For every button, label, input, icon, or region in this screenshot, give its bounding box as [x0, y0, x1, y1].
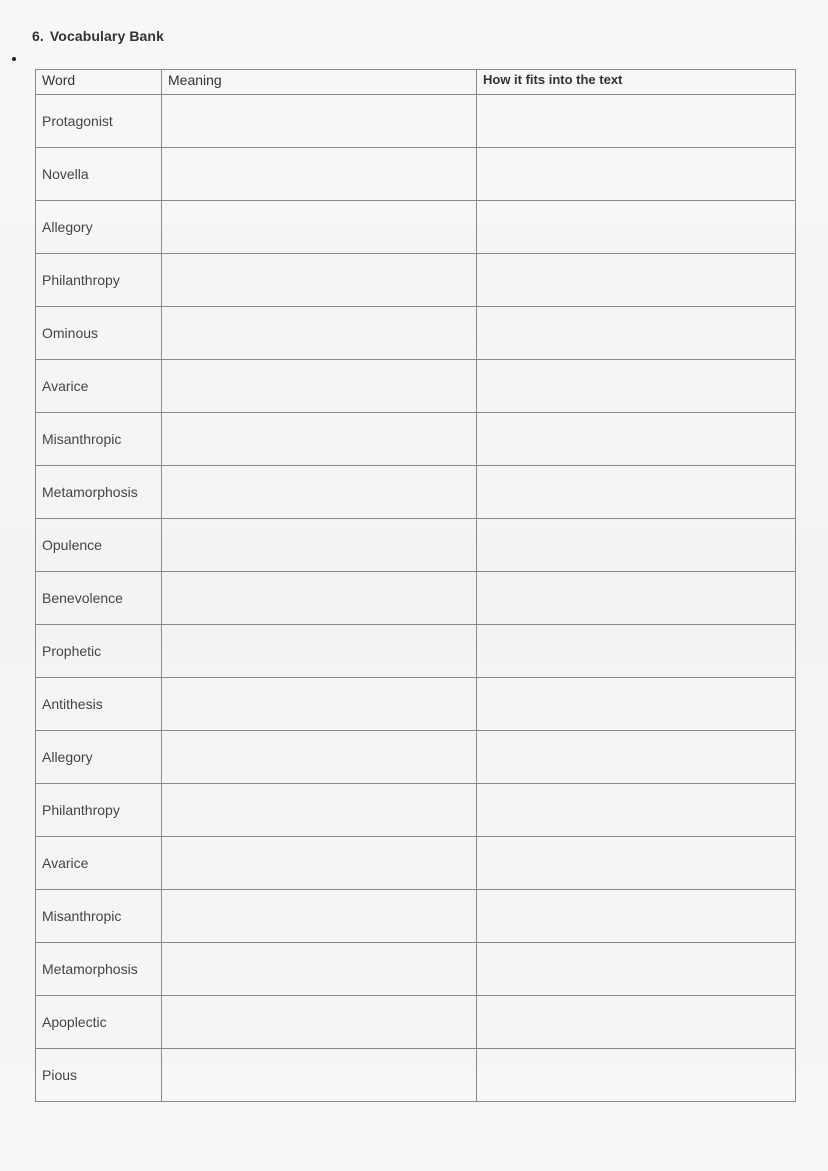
column-header-meaning: Meaning [162, 70, 477, 95]
table-row [36, 519, 796, 572]
meaning-cell[interactable] [162, 148, 477, 201]
table-row [36, 572, 796, 625]
meaning-cell[interactable] [162, 996, 477, 1049]
margin-dot [12, 57, 16, 61]
vocab-word-cell: Allegory [36, 731, 162, 784]
table-row [36, 1049, 796, 1102]
how-it-fits-cell[interactable] [477, 996, 796, 1049]
vocab-word-cell: Avarice [36, 360, 162, 413]
column-header-word: Word [36, 70, 162, 95]
how-it-fits-cell[interactable] [477, 466, 796, 519]
meaning-cell[interactable] [162, 625, 477, 678]
how-it-fits-cell[interactable] [477, 678, 796, 731]
table-row [36, 784, 796, 837]
vocab-word-cell: Benevolence [36, 572, 162, 625]
how-it-fits-cell[interactable] [477, 201, 796, 254]
table-row [36, 201, 796, 254]
how-it-fits-cell[interactable] [477, 731, 796, 784]
meaning-cell[interactable] [162, 307, 477, 360]
table-row [36, 837, 796, 890]
vocab-word-cell: Ominous [36, 307, 162, 360]
vocab-word-cell: Philanthropy [36, 784, 162, 837]
how-it-fits-cell[interactable] [477, 784, 796, 837]
meaning-cell[interactable] [162, 890, 477, 943]
vocab-word-cell: Metamorphosis [36, 466, 162, 519]
table-row [36, 360, 796, 413]
how-it-fits-cell[interactable] [477, 890, 796, 943]
vocab-word-cell: Antithesis [36, 678, 162, 731]
table-row [36, 943, 796, 996]
vocab-word-cell: Pious [36, 1049, 162, 1102]
meaning-cell[interactable] [162, 731, 477, 784]
table-row [36, 731, 796, 784]
table-header-row [36, 70, 796, 95]
meaning-cell[interactable] [162, 784, 477, 837]
vocab-word-cell: Metamorphosis [36, 943, 162, 996]
vocab-word-cell: Prophetic [36, 625, 162, 678]
table-row [36, 678, 796, 731]
table-row [36, 996, 796, 1049]
vocab-word-cell: Misanthropic [36, 413, 162, 466]
how-it-fits-cell[interactable] [477, 625, 796, 678]
how-it-fits-cell[interactable] [477, 307, 796, 360]
vocab-word-cell: Protagonist [36, 95, 162, 148]
meaning-cell[interactable] [162, 678, 477, 731]
meaning-cell[interactable] [162, 413, 477, 466]
vocab-word-cell: Novella [36, 148, 162, 201]
section-number: 6. [32, 28, 44, 44]
table-row [36, 413, 796, 466]
vocab-word-cell: Misanthropic [36, 890, 162, 943]
vocabulary-table [35, 69, 796, 1102]
vocab-word-cell: Opulence [36, 519, 162, 572]
how-it-fits-cell[interactable] [477, 413, 796, 466]
column-header-how-it-fits: How it fits into the text [477, 70, 796, 95]
table-row [36, 890, 796, 943]
how-it-fits-cell[interactable] [477, 572, 796, 625]
meaning-cell[interactable] [162, 837, 477, 890]
how-it-fits-cell[interactable] [477, 519, 796, 572]
vocabulary-table-body [36, 95, 796, 1102]
table-row [36, 625, 796, 678]
vocab-word-cell: Philanthropy [36, 254, 162, 307]
meaning-cell[interactable] [162, 1049, 477, 1102]
vocab-word-cell: Apoplectic [36, 996, 162, 1049]
meaning-cell[interactable] [162, 360, 477, 413]
meaning-cell[interactable] [162, 95, 477, 148]
section-heading [32, 28, 164, 44]
how-it-fits-cell[interactable] [477, 148, 796, 201]
meaning-cell[interactable] [162, 466, 477, 519]
meaning-cell[interactable] [162, 201, 477, 254]
how-it-fits-cell[interactable] [477, 360, 796, 413]
table-row [36, 307, 796, 360]
table-row [36, 466, 796, 519]
how-it-fits-cell[interactable] [477, 95, 796, 148]
section-title: Vocabulary Bank [49, 28, 164, 44]
vocab-word-cell: Avarice [36, 837, 162, 890]
how-it-fits-cell[interactable] [477, 1049, 796, 1102]
how-it-fits-cell[interactable] [477, 254, 796, 307]
table-row [36, 95, 796, 148]
how-it-fits-cell[interactable] [477, 943, 796, 996]
vocab-word-cell: Allegory [36, 201, 162, 254]
meaning-cell[interactable] [162, 572, 477, 625]
table-row [36, 254, 796, 307]
meaning-cell[interactable] [162, 519, 477, 572]
how-it-fits-cell[interactable] [477, 837, 796, 890]
meaning-cell[interactable] [162, 254, 477, 307]
table-row [36, 148, 796, 201]
meaning-cell[interactable] [162, 943, 477, 996]
